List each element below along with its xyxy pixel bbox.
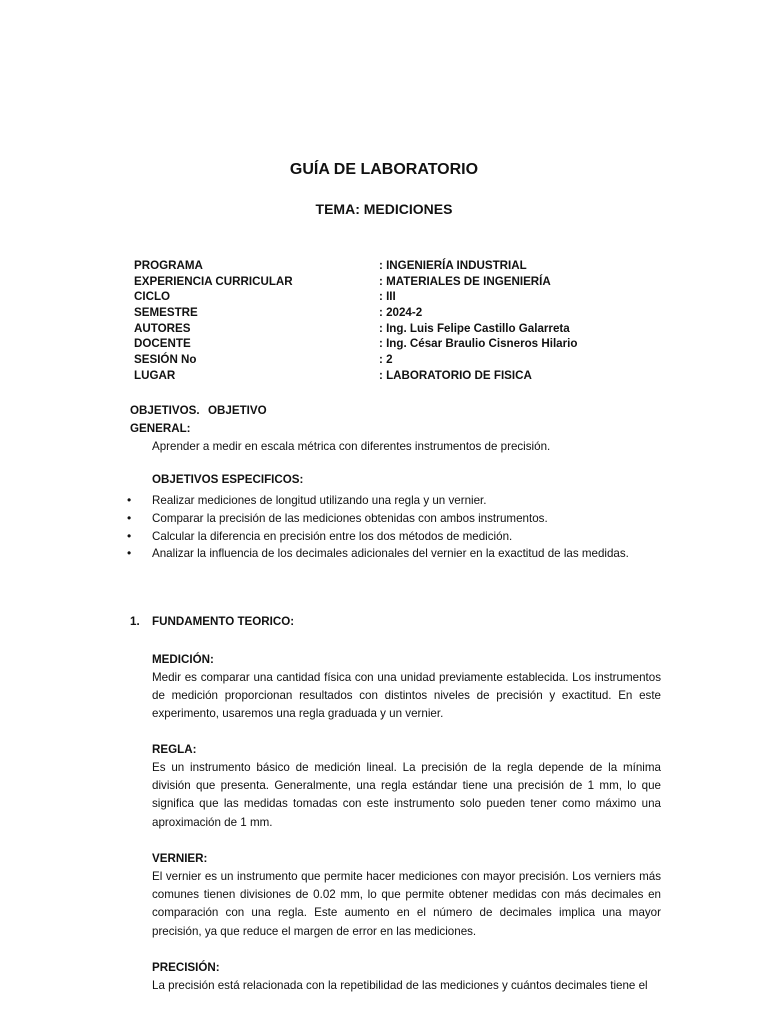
info-label: PROGRAMA	[134, 259, 203, 272]
list-item-text: Realizar mediciones de longitud utilizando una regla y un vernier.	[152, 494, 487, 507]
course-info-table	[134, 258, 694, 384]
bullet-icon: •	[127, 493, 132, 507]
objectives-heading-part: GENERAL:	[130, 421, 191, 435]
info-row	[134, 352, 694, 368]
definition-heading: PRECISIÓN:	[152, 961, 220, 974]
info-label: AUTORES	[134, 321, 191, 335]
list-item-text: Analizar la influencia de los decimales adicionales del vernier en la exactitud de las medidas.	[152, 547, 629, 561]
definition-block	[152, 651, 661, 724]
list-item	[0, 492, 768, 510]
info-label: DOCENTE	[134, 337, 191, 351]
info-value: : INGENIERÍA INDUSTRIAL	[379, 259, 527, 272]
objectives-heading-part: OBJETIVO	[208, 404, 267, 417]
info-label: SESIÓN No	[134, 353, 197, 367]
definition-text: El vernier es un instrumento que permite hacer mediciones con mayor precisión. Los verniers más comunes tienen divisiones de 0.02 mm, lo que permite obtener medidas con más decimales en comparación con una regla. Este aumento en el número de decimales implica una mayor precisión, ya que reduce el margen de error en las mediciones.	[152, 869, 661, 938]
section-number: 1.	[130, 615, 140, 628]
info-value: : Ing. César Braulio Cisneros Hilario	[379, 337, 578, 351]
general-objective-text: Aprender a medir en escala métrica con diferentes instrumentos de precisión.	[152, 440, 551, 453]
bullet-icon: •	[127, 546, 132, 561]
bullet-icon: •	[127, 510, 132, 525]
definition-block	[152, 959, 661, 995]
info-row	[134, 289, 694, 305]
info-label: CICLO	[134, 290, 171, 304]
document-subtitle: TEMA: MEDICIONES	[315, 201, 453, 217]
definition-heading: MEDICIÓN:	[152, 653, 214, 666]
info-label: EXPERIENCIA CURRICULAR	[134, 274, 293, 288]
list-item	[0, 510, 768, 528]
info-row	[134, 258, 694, 274]
list-item	[0, 545, 768, 563]
info-value: : LABORATORIO DE FISICA	[379, 368, 532, 382]
definition-heading: REGLA:	[152, 743, 197, 756]
bullet-icon: •	[127, 528, 132, 543]
definition-block	[152, 741, 661, 832]
info-label: LUGAR	[134, 368, 176, 382]
section-heading	[130, 615, 294, 628]
objectives-heading	[130, 402, 270, 437]
info-row	[134, 274, 694, 290]
definition-block	[152, 850, 661, 941]
specific-objectives-list	[0, 492, 768, 563]
info-row	[134, 336, 694, 352]
definition-text: Medir es comparar una cantidad física con una unidad previamente establecida. Los instrumentos de medición proporcionan resultados con distintos niveles de precisión y exactitud. En este experimento, usaremos una regla graduada y un vernier.	[152, 670, 661, 721]
document-title: GUÍA DE LABORATORIO	[289, 161, 479, 178]
info-value: : III	[379, 290, 396, 304]
specific-objectives-heading: OBJETIVOS ESPECIFICOS:	[152, 473, 304, 486]
list-item-text: Calcular la diferencia en precisión entre los dos métodos de medición.	[152, 529, 513, 543]
info-value: : 2	[379, 353, 393, 367]
definition-heading: VERNIER:	[152, 852, 208, 865]
info-value: : Ing. Luis Felipe Castillo Galarreta	[379, 321, 570, 335]
definition-text: Es un instrumento básico de medición lineal. La precisión de la regla depende de la mínima división que presenta. Generalmente, una regla estándar tiene una precisión de 1 mm, lo que significa que las medidas tomadas con este instrumento solo pueden tener como máximo una aproximación de 1 mm.	[152, 760, 661, 829]
list-item-text: Comparar la precisión de las mediciones obtenidas con ambos instrumentos.	[152, 511, 548, 525]
info-row	[134, 321, 694, 337]
definition-text: La precisión está relacionada con la repetibilidad de las mediciones y cuántos decimales tiene el	[152, 978, 648, 992]
objectives-heading-part: OBJETIVOS.	[130, 404, 200, 417]
info-row	[134, 305, 694, 321]
info-label: SEMESTRE	[134, 306, 198, 320]
info-value: : 2024-2	[379, 306, 423, 320]
section-title: FUNDAMENTO TEORICO:	[152, 615, 295, 628]
list-item	[0, 528, 768, 546]
info-row	[134, 368, 694, 384]
info-value: : MATERIALES DE INGENIERÍA	[379, 274, 551, 288]
